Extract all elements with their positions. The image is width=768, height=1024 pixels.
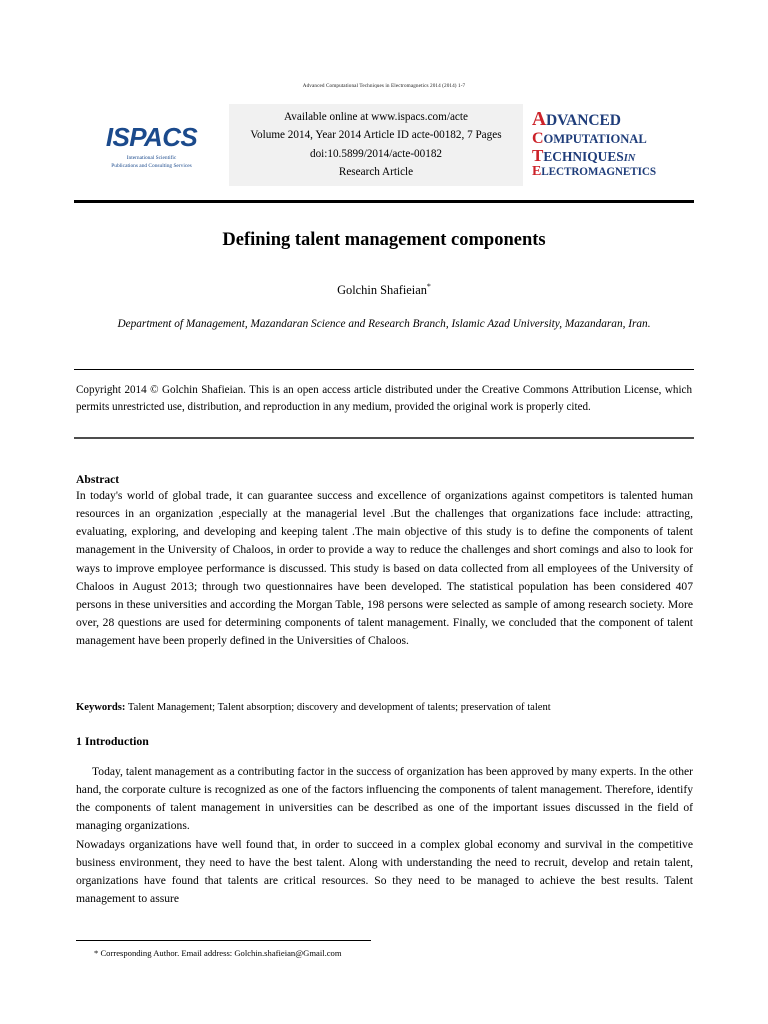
volume-line: Volume 2014, Year 2014 Article ID acte-00182, 7 Pages: [250, 129, 502, 142]
copyright-top-rule: [74, 369, 694, 370]
journal-logo-cap-e: E: [532, 164, 542, 180]
copyright-bottom-rule: [74, 437, 694, 439]
journal-logo-rest-4: LECTROMAGNETICS: [541, 166, 656, 179]
journal-logo-line-3: [532, 147, 635, 165]
page-title: Defining talent management components: [222, 230, 546, 250]
author-footnote-marker: *: [426, 282, 431, 291]
journal-info-box: [229, 104, 523, 186]
keywords-line: [76, 700, 693, 716]
abstract-text: In today's world of global trade, it can guarantee success and excellence of organizations against competitors is talented human resources in an organization ,especially at the managerial level .But the challenges that organizations face include: attracting, evaluating, exploring, and developing and keeping talent .The main objective of this study is to define the components of talent management in the University of Chaloos, in order to provide a way to reduce the challenges and short comings and also to look for ways to improve employee performance is discussed. This study is based on data collected from all employees of the University of Chaloos in August 2013; through two questionnaires have been developed. The statistical population has been considered 407 persons in these universities and according the Morgan Table, 198 persons were selected as sample of among research society. More over, 28 questions are used for determining components of talent management. Finally, we concluded that the component of talent management have been properly defined in the Universities of Chaloos.: [76, 489, 693, 648]
ispacs-wordmark: ISPACS: [105, 121, 198, 152]
journal-logo-line-4: [532, 165, 656, 180]
masthead: [74, 104, 694, 186]
masthead-divider-rule: [74, 200, 694, 203]
copyright-notice: Copyright 2014 © Golchin Shafieian. This is an open access article distributed under the Creative Commons Attribution License, which permits unrestricted use, distribution, and reproduction in any medium, provided the original work is properly cited.: [76, 384, 692, 413]
journal-logo-rest-1: DVANCED: [545, 112, 621, 130]
journal-logo: [523, 104, 694, 186]
author-affiliation: Department of Management, Mazandaran Science and Research Branch, Islamic Azad University, Mazandaran, Iran.: [117, 318, 651, 330]
journal-logo-line-2: [532, 131, 647, 148]
journal-logo-cap-c: C: [532, 129, 544, 147]
journal-logo-in-word: IN: [623, 153, 636, 165]
footnote-separator-rule: [76, 940, 371, 941]
keywords-value: Talent Management; Talent absorption; discovery and development of talents; preservation of talent: [127, 702, 551, 713]
abstract-heading: Abstract: [76, 473, 120, 486]
abstract-section: [76, 473, 693, 650]
publisher-subtitle: [111, 155, 191, 171]
journal-logo-line-1: [532, 110, 621, 130]
publisher-subtitle-line2: Publications and Consulting Services: [111, 162, 192, 169]
journal-logo-cap-a: A: [532, 109, 546, 131]
introduction-paragraph-1: Today, talent management as a contributing factor in the success of organization has been approved by many experts. In the other hand, the corporate culture is recognized as one of the factors influencing the components of talent management. Therefore, identify the components of talent management in universities can be described as one of the important issues discussed in the field of managing organizations.: [76, 765, 693, 833]
journal-logo-rest-3: ECHNIQUES: [543, 149, 624, 165]
journal-logo-rest-2: OMPUTATIONAL: [543, 131, 647, 146]
running-head: Advanced Computational Techniques in Electromagnetics 2014 (2014) 1-7: [302, 83, 466, 89]
introduction-heading: 1 Introduction: [76, 734, 149, 748]
introduction-body: [76, 763, 693, 908]
author-name-text: Golchin Shafieian: [337, 283, 427, 298]
doi-line: doi:10.5899/2014/acte-00182: [309, 147, 443, 160]
keywords-label: Keywords:: [76, 702, 126, 713]
available-online-line: Available online at www.ispacs.com/acte: [284, 111, 468, 124]
author-name: [74, 282, 694, 298]
corresponding-author-footnote: * Corresponding Author. Email address: Golchin.shafieian@Gmail.com: [94, 948, 342, 958]
publisher-subtitle-line1: International Scientific: [126, 154, 177, 161]
article-type-line: Research Article: [338, 165, 414, 178]
publisher-logo: [74, 104, 229, 186]
journal-logo-cap-t: T: [532, 146, 544, 166]
introduction-paragraph-2: Nowadays organizations have well found that, in order to succeed in a complex global economy and survival in the competitive business environment, they need to have the best talent. Along with understanding the need to recruit, develop and retain talent, organizations have found that talents are critical resources. So they need to be managed to achieve the best results. Talent management to assure: [76, 837, 693, 905]
